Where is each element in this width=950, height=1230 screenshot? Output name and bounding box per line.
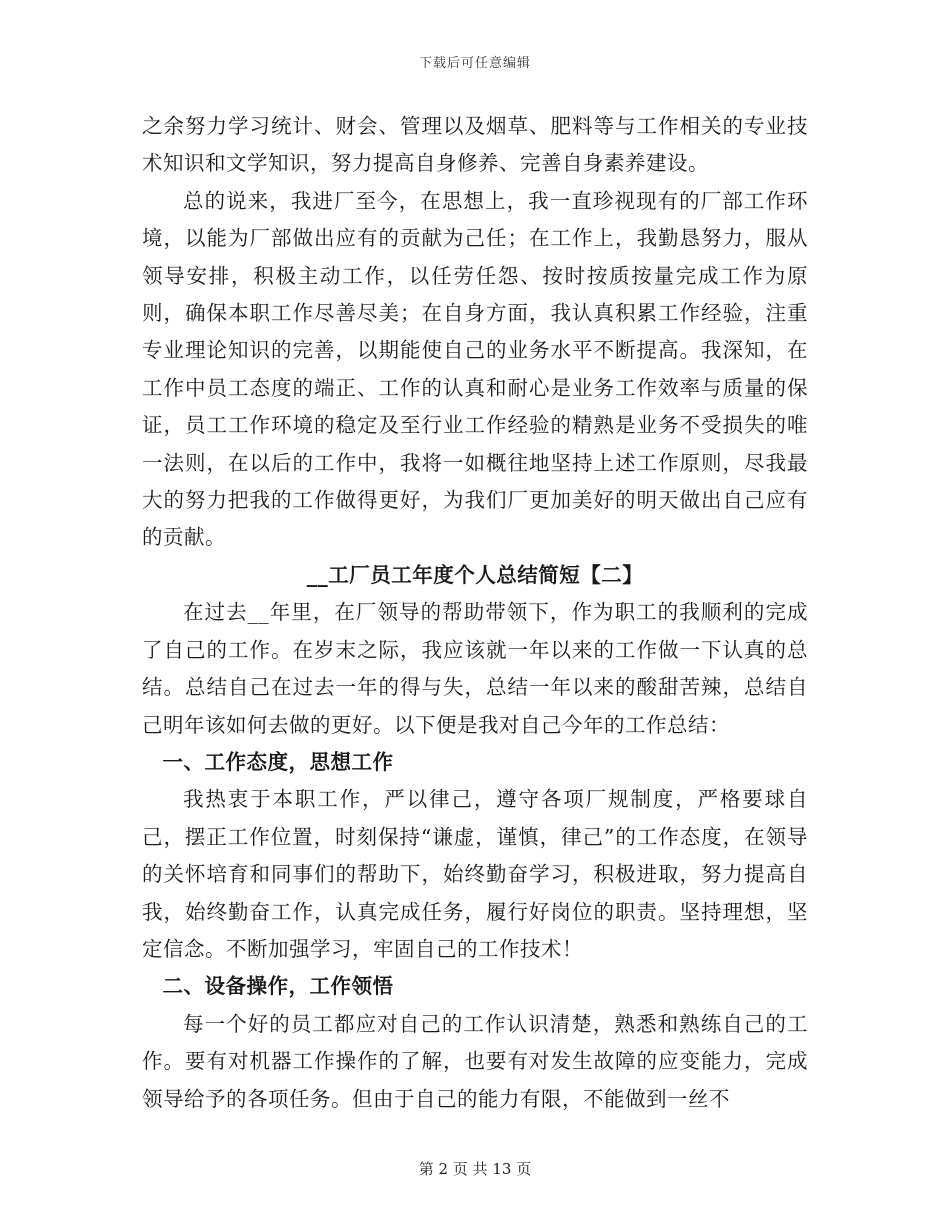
document-body <box>142 108 808 1118</box>
paragraph-attitude: 我热衷于本职工作，严以律己，遵守各项厂规制度，严格要球自己，摆正工作位置，时刻保持“谦虚，谨慎，律己”的工作态度，在领导的关怀培育和同事们的帮助下，始终勤奋学习，积极进取，努力提高自我，始终勤奋工作，认真完成任务，履行好岗位的职责。坚持理想，坚定信念。不断加强学习，牢固自己的工作技术！ <box>142 787 808 961</box>
paragraph-intro: 在过去__年里，在厂领导的帮助带领下，作为职工的我顺利的完成了自己的工作。在岁末之际，我应该就一年以来的工作做一下认真的总结。总结自己在过去一年的得与失，总结一年以来的酸甜苦辣，总结自己明年该如何去做的更好。以下便是我对自己今年的工作总结： <box>142 600 808 737</box>
subheading-equipment: 二、设备操作，工作领悟 <box>162 974 394 999</box>
paragraph-equipment: 每一个好的员工都应对自己的工作认识清楚，熟悉和熟练自己的工作。要有对机器工作操作的了解，也要有对发生故障的应变能力，完成领导给予的各项任务。但由于自己的能力有限，不能做到一丝不 <box>142 1011 808 1111</box>
subheading-attitude: 一、工作态度，思想工作 <box>162 749 394 774</box>
paragraph-continuation: 之余努力学习统计、财会、管理以及烟草、肥料等与工作相关的专业技术知识和文学知识，努力提高自身修养、完善自身素养建设。 <box>142 114 808 176</box>
page-header: 下载后可任意编辑 <box>418 56 531 71</box>
page-number: 第 2 页 共 13 页 <box>418 1160 532 1178</box>
section-title: __工厂员工年度个人总结简短【二】 <box>306 562 644 587</box>
paragraph-summary: 总的说来，我进厂至今，在思想上，我一直珍视现有的厂部工作环境，以能为厂部做出应有的贡献为己任；在工作上，我勤恳努力，服从领导安排，积极主动工作，以任劳任怨、按时按质按量完成工作为原则，确保本职工作尽善尽美；在自身方面，我认真积累工作经验，注重专业理论知识的完善，以期能使自己的业务水平不断提高。我深知，在工作中员工态度的端正、工作的认真和耐心是业务工作效率与质量的保证，员工工作环境的稳定及至行业工作经验的精熟是业务不受损失的唯一法则，在以后的工作中，我将一如概往地坚持上述工作原则，尽我最大的努力把我的工作做得更好，为我们厂更加美好的明天做出自己应有的贡献。 <box>142 188 808 550</box>
